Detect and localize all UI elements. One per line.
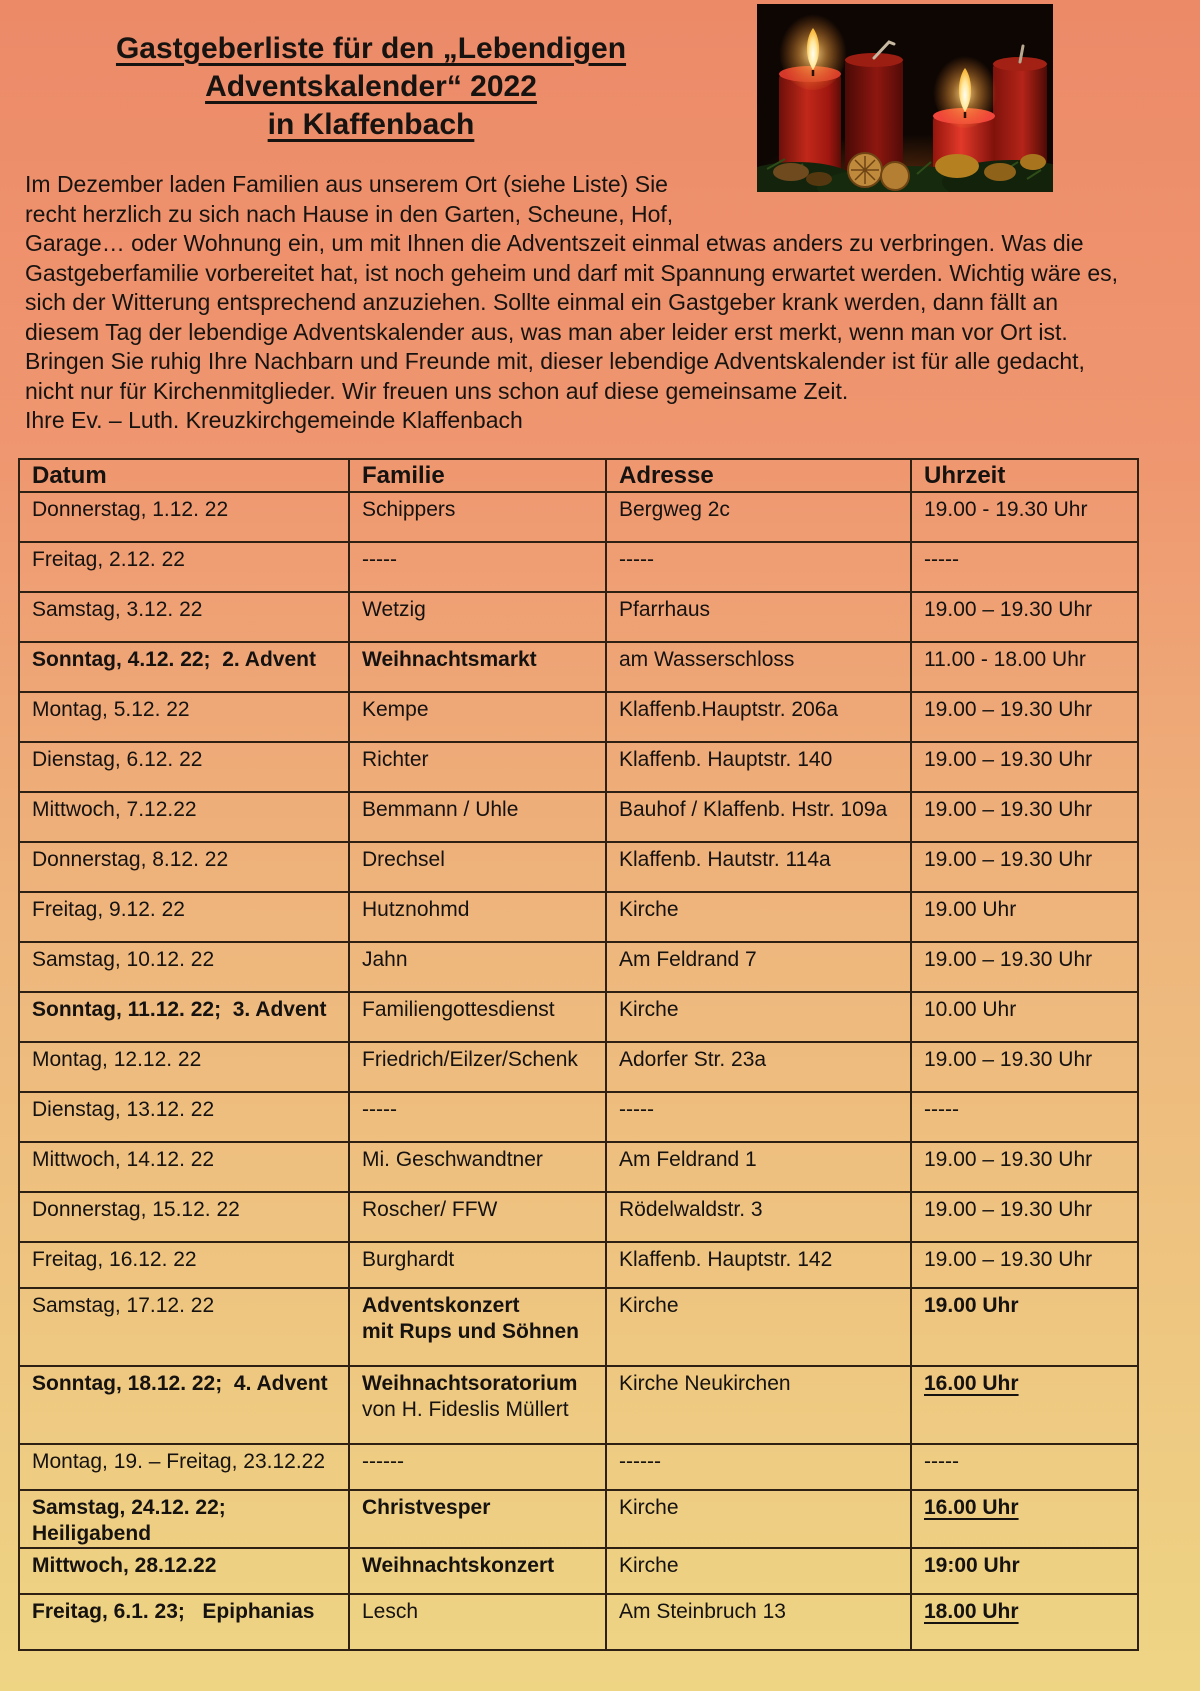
table-cell-line: 19.00 – 19.30 Uhr <box>924 748 1093 771</box>
table-cell <box>911 842 1138 892</box>
table-cell <box>606 1142 911 1192</box>
table-cell-line: ----- <box>619 1098 654 1121</box>
table-cell <box>349 692 606 742</box>
table-cell-line: Bemmann / Uhle <box>362 798 519 821</box>
table-cell <box>911 1092 1138 1142</box>
intro-text <box>25 170 1120 436</box>
table-cell-line: Adventskonzert <box>362 1294 520 1317</box>
table-cell <box>606 1242 911 1288</box>
table-cell-line: Mittwoch, 14.12. 22 <box>32 1148 215 1171</box>
table-cell-line: Samstag, 24.12. 22; <box>32 1496 226 1519</box>
table-cell <box>349 1366 606 1444</box>
intro-paragraph-3: Ihre Ev. – Luth. Kreuzkirchgemeinde Klaffenbach <box>25 407 523 433</box>
table-cell-line: Kirche Neukirchen <box>619 1372 791 1395</box>
table-cell <box>349 592 606 642</box>
table-cell-line: Kirche <box>619 1554 679 1577</box>
table-row <box>19 1594 1138 1650</box>
intro-paragraph-1: Im Dezember laden Familien aus unserem Ort (siehe Liste) Sie recht herzlich zu sich nach Hause in den Garten, Scheune, Hof, Garage… oder Wohnung ein, um mit Ihnen die Adventszeit einmal etwas anders zu verbringen. Was die Gastgeberfamilie vorbereitet hat, ist noch geheim und darf mit Spannung erwartet werden. Wichtig wäre es, sich der Witterung entsprechend anzuziehen. Sollte einmal ein Gastgeber krank werden, dann fällt an diesem Tag der lebendige Adventskalender aus, was man aber leider erst merkt, wenn man vor Ort ist. <box>25 171 1119 345</box>
table-cell <box>606 1490 911 1548</box>
table-cell <box>911 992 1138 1042</box>
table-cell <box>349 1288 606 1366</box>
table-cell-line: Am Feldrand 1 <box>619 1148 757 1171</box>
table-cell-line: Familiengottesdienst <box>362 998 555 1021</box>
table-row <box>19 1242 1138 1288</box>
table-row <box>19 1548 1138 1594</box>
table-cell-line: ------ <box>362 1450 404 1473</box>
table-cell <box>606 1594 911 1650</box>
column-header-uhrzeit: Uhrzeit <box>911 459 1138 492</box>
table-cell <box>349 642 606 692</box>
table-row <box>19 1142 1138 1192</box>
table-cell <box>349 1490 606 1548</box>
table-cell-line: Klaffenb.Hauptstr. 206a <box>619 698 839 721</box>
column-header-datum: Datum <box>19 459 349 492</box>
table-cell-line: Lesch <box>362 1600 419 1623</box>
table-cell <box>606 1288 911 1366</box>
table-cell-line: Richter <box>362 748 429 771</box>
table-cell <box>911 592 1138 642</box>
table-cell-line: 19.00 – 19.30 Uhr <box>924 698 1093 721</box>
table-cell-line: Montag, 19. – Freitag, 23.12.22 <box>32 1450 326 1473</box>
table-row <box>19 1042 1138 1092</box>
table-cell <box>606 992 911 1042</box>
table-cell-line: ----- <box>362 1098 397 1121</box>
lit-candle-left <box>779 10 847 176</box>
table-cell-line: Klaffenb. Hauptstr. 140 <box>619 748 833 771</box>
table-cell <box>349 792 606 842</box>
table-cell <box>911 1548 1138 1594</box>
table-cell <box>349 1142 606 1192</box>
table-cell <box>606 742 911 792</box>
table-cell <box>911 1594 1138 1650</box>
table-cell <box>19 1192 349 1242</box>
table-row <box>19 1366 1138 1444</box>
table-cell <box>911 692 1138 742</box>
table-cell-line: 19.00 – 19.30 Uhr <box>924 848 1093 871</box>
table-row <box>19 592 1138 642</box>
table-row <box>19 892 1138 942</box>
table-cell-line: ----- <box>924 1098 959 1121</box>
table-cell <box>606 692 911 742</box>
table-cell-line: Samstag, 10.12. 22 <box>32 948 215 971</box>
table-cell <box>349 1192 606 1242</box>
table-cell <box>19 792 349 842</box>
table-cell-line: Sonntag, 11.12. 22; 3. Advent <box>32 998 327 1021</box>
table-cell <box>606 792 911 842</box>
table-cell-line: ----- <box>924 548 959 571</box>
table-cell-line: Kirche <box>619 1496 679 1519</box>
table-cell <box>911 1042 1138 1092</box>
table-cell-line: Adorfer Str. 23a <box>619 1048 767 1071</box>
table-cell-line: 11.00 - 18.00 Uhr <box>924 648 1086 671</box>
table-cell <box>349 1548 606 1594</box>
table-row <box>19 992 1138 1042</box>
table-cell-line: 19.00 Uhr <box>924 1294 1019 1317</box>
table-cell <box>19 1490 349 1548</box>
table-cell-line: Sonntag, 18.12. 22; 4. Advent <box>32 1372 328 1395</box>
table-cell <box>606 1366 911 1444</box>
table-cell <box>19 1288 349 1366</box>
table-cell <box>19 692 349 742</box>
host-table-header-row <box>19 459 1138 492</box>
table-cell-line: Weihnachtsmarkt <box>362 648 537 671</box>
table-cell <box>349 492 606 542</box>
table-cell <box>349 1444 606 1490</box>
table-cell <box>19 492 349 542</box>
table-cell <box>19 592 349 642</box>
table-cell <box>19 1142 349 1192</box>
table-row <box>19 1192 1138 1242</box>
table-cell <box>19 1242 349 1288</box>
table-cell-line: Mittwoch, 28.12.22 <box>32 1554 217 1577</box>
table-cell-line: Am Feldrand 7 <box>619 948 757 971</box>
table-cell-line: Roscher/ FFW <box>362 1198 498 1221</box>
table-cell-line: Burghardt <box>362 1248 455 1271</box>
table-cell-line: Christvesper <box>362 1496 491 1519</box>
table-row <box>19 542 1138 592</box>
table-cell <box>911 1242 1138 1288</box>
table-cell <box>19 1366 349 1444</box>
table-cell <box>349 842 606 892</box>
table-cell <box>606 492 911 542</box>
table-cell-line: ----- <box>362 548 397 571</box>
table-cell <box>19 1444 349 1490</box>
table-cell-line: Bauhof / Klaffenb. Hstr. 109a <box>619 798 888 821</box>
table-cell-line: Weihnachtsoratorium <box>362 1372 578 1395</box>
table-row <box>19 1444 1138 1490</box>
table-cell-line: Mittwoch, 7.12.22 <box>32 798 197 821</box>
table-cell-line: Kirche <box>619 898 679 921</box>
table-cell-line: Rödelwaldstr. 3 <box>619 1198 763 1221</box>
table-cell-line: Bergweg 2c <box>619 498 730 521</box>
table-cell-line: Kempe <box>362 698 429 721</box>
table-cell-line: Donnerstag, 8.12. 22 <box>32 848 229 871</box>
table-cell-line: 10.00 Uhr <box>924 998 1017 1021</box>
table-cell <box>349 892 606 942</box>
column-header-adresse: Adresse <box>606 459 911 492</box>
table-row <box>19 692 1138 742</box>
table-cell-line: Drechsel <box>362 848 445 871</box>
table-cell-line: Freitag, 9.12. 22 <box>32 898 185 921</box>
table-cell <box>606 542 911 592</box>
table-cell <box>606 1548 911 1594</box>
table-cell <box>606 892 911 942</box>
table-cell-line: 19.00 – 19.30 Uhr <box>924 1248 1093 1271</box>
table-cell-line: Klaffenb. Hauptstr. 142 <box>619 1248 833 1271</box>
table-cell-line: 19.00 – 19.30 Uhr <box>924 1048 1093 1071</box>
table-cell-line: von H. Fideslis Müllert <box>362 1398 569 1421</box>
table-cell-line: Donnerstag, 15.12. 22 <box>32 1198 240 1221</box>
table-cell-line: Sonntag, 4.12. 22; 2. Advent <box>32 648 316 671</box>
table-cell <box>911 492 1138 542</box>
table-cell <box>911 1192 1138 1242</box>
table-cell <box>349 992 606 1042</box>
table-cell <box>606 592 911 642</box>
table-cell <box>911 892 1138 942</box>
table-cell-line: 16.00 Uhr <box>924 1372 1019 1395</box>
table-cell-line: Samstag, 3.12. 22 <box>32 598 203 621</box>
table-cell <box>606 1444 911 1490</box>
table-cell <box>911 642 1138 692</box>
table-row <box>19 742 1138 792</box>
host-table-body <box>19 492 1138 1650</box>
table-cell-line: ----- <box>619 548 654 571</box>
host-table-container <box>18 458 1137 1651</box>
host-table <box>18 458 1139 1651</box>
table-row <box>19 1490 1138 1548</box>
table-cell <box>606 1092 911 1142</box>
table-cell-line: 16.00 Uhr <box>924 1496 1019 1519</box>
table-cell <box>349 742 606 792</box>
table-cell <box>19 642 349 692</box>
table-cell-line: Freitag, 6.1. 23; Epiphanias <box>32 1600 315 1623</box>
table-cell <box>19 992 349 1042</box>
table-cell-line: Kirche <box>619 1294 679 1317</box>
table-cell <box>19 1092 349 1142</box>
table-cell-line: Jahn <box>362 948 408 971</box>
table-cell-line: Klaffenb. Hautstr. 114a <box>619 848 831 871</box>
table-cell-line: Pfarrhaus <box>619 598 711 621</box>
table-cell-line: ----- <box>924 1450 959 1473</box>
table-cell-line: 19.00 – 19.30 Uhr <box>924 598 1093 621</box>
table-cell-line: Montag, 12.12. 22 <box>32 1048 202 1071</box>
page-title-line2: in Klaffenbach <box>267 108 475 141</box>
table-cell <box>349 542 606 592</box>
table-cell-line: 19.00 Uhr <box>924 898 1017 921</box>
table-row <box>19 842 1138 892</box>
table-cell <box>19 1548 349 1594</box>
table-cell-line: ------ <box>619 1450 661 1473</box>
table-cell-line: 19.00 – 19.30 Uhr <box>924 948 1093 971</box>
table-cell <box>349 1042 606 1092</box>
table-cell <box>349 1092 606 1142</box>
table-cell-line: Heiligabend <box>32 1522 152 1545</box>
table-cell-line: Mi. Geschwandtner <box>362 1148 543 1171</box>
table-row <box>19 1092 1138 1142</box>
table-cell-line: 19.00 – 19.30 Uhr <box>924 1148 1093 1171</box>
table-cell-line: Kirche <box>619 998 679 1021</box>
table-cell-line: Weihnachtskonzert <box>362 1554 555 1577</box>
table-cell-line: Hutznohmd <box>362 898 470 921</box>
table-cell <box>606 942 911 992</box>
table-cell <box>911 742 1138 792</box>
table-cell-line: 19.00 – 19.30 Uhr <box>924 1198 1093 1221</box>
table-cell <box>349 1594 606 1650</box>
table-cell <box>911 942 1138 992</box>
table-cell <box>911 1366 1138 1444</box>
table-cell <box>911 1142 1138 1192</box>
table-cell-line: Donnerstag, 1.12. 22 <box>32 498 229 521</box>
table-cell-line: Am Steinbruch 13 <box>619 1600 786 1623</box>
table-row <box>19 642 1138 692</box>
table-cell <box>911 1444 1138 1490</box>
advent-candles-photo <box>757 4 1053 192</box>
column-header-familie: Familie <box>349 459 606 492</box>
table-cell-line: 19.00 – 19.30 Uhr <box>924 798 1093 821</box>
table-cell-line: Freitag, 2.12. 22 <box>32 548 185 571</box>
table-cell-line: mit Rups und Söhnen <box>362 1320 579 1343</box>
table-cell <box>19 892 349 942</box>
table-cell <box>911 1288 1138 1366</box>
table-cell-line: Samstag, 17.12. 22 <box>32 1294 215 1317</box>
table-cell <box>911 1490 1138 1548</box>
table-cell <box>911 792 1138 842</box>
table-cell-line: Montag, 5.12. 22 <box>32 698 190 721</box>
table-row <box>19 942 1138 992</box>
document-page <box>0 0 1200 436</box>
intro-paragraph-2: Bringen Sie ruhig Ihre Nachbarn und Freunde mit, dieser lebendige Adventskalender ist für alle gedacht, nicht nur für Kirchenmitglieder. Wir freuen uns schon auf diese gemeinsame Zeit. <box>25 348 1085 404</box>
table-cell-line: Dienstag, 6.12. 22 <box>32 748 203 771</box>
table-cell <box>606 642 911 692</box>
table-cell-line: am Wasserschloss <box>619 648 795 671</box>
table-cell-line: 19.00 - 19.30 Uhr <box>924 498 1088 521</box>
table-cell <box>349 1242 606 1288</box>
table-cell <box>349 942 606 992</box>
table-cell-line: Freitag, 16.12. 22 <box>32 1248 197 1271</box>
advent-candles-illustration <box>757 4 1053 192</box>
table-cell-line: Dienstag, 13.12. 22 <box>32 1098 215 1121</box>
table-row <box>19 492 1138 542</box>
table-row <box>19 1288 1138 1366</box>
table-cell <box>606 1042 911 1092</box>
table-cell <box>606 1192 911 1242</box>
table-cell <box>19 842 349 892</box>
table-cell-line: 18.00 Uhr <box>924 1600 1019 1623</box>
table-cell <box>19 942 349 992</box>
table-cell-line: Friedrich/Eilzer/Schenk <box>362 1048 578 1071</box>
table-row <box>19 792 1138 842</box>
table-cell <box>606 842 911 892</box>
page-title-line1: Gastgeberliste für den „Lebendigen Adventskalender“ 2022 <box>115 32 627 103</box>
table-cell <box>19 1594 349 1650</box>
table-cell <box>911 542 1138 592</box>
table-cell <box>19 1042 349 1092</box>
table-cell-line: 19:00 Uhr <box>924 1554 1020 1577</box>
table-cell-line: Wetzig <box>362 598 426 621</box>
table-cell-line: Schippers <box>362 498 456 521</box>
table-cell <box>19 542 349 592</box>
table-cell <box>19 742 349 792</box>
